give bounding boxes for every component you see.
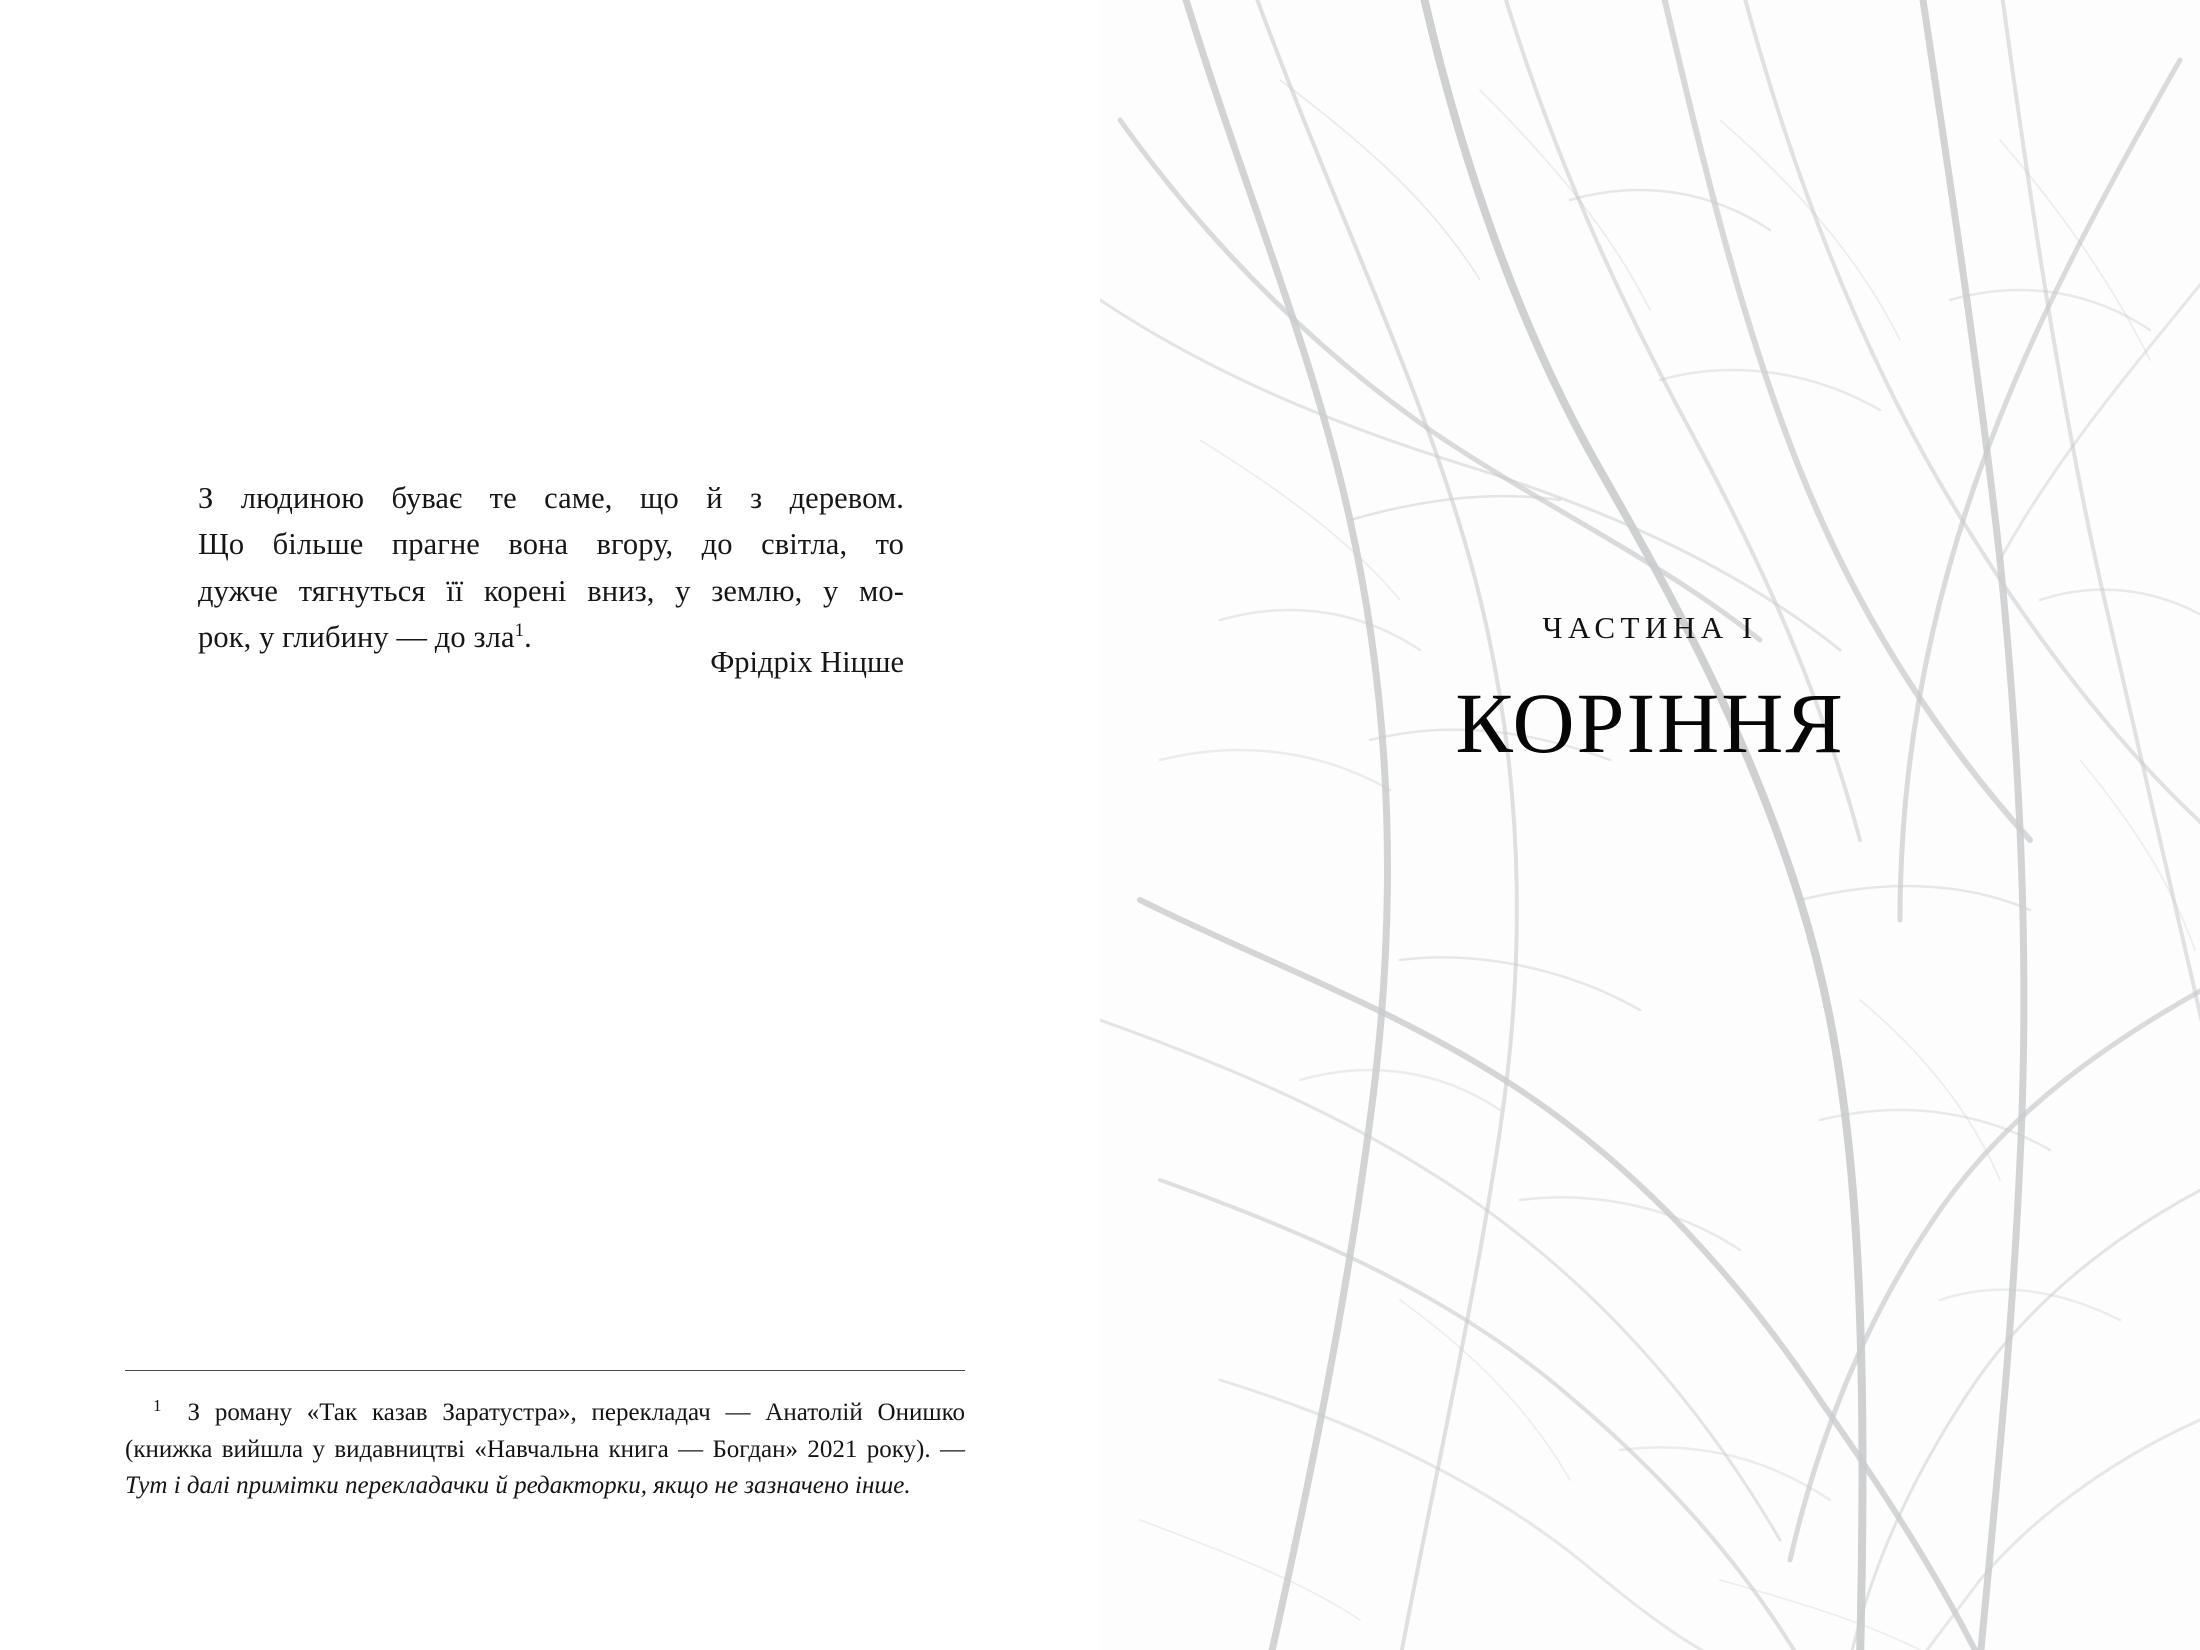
footnote-text-plain: З роману «Так казав Заратустра», перекладач — Анатолій Онишко (книжка вийшла у видавництві «Навчальна книга — Богдан» 2021 року). — (125, 1399, 965, 1463)
right-page (1100, 0, 2200, 1650)
part-label: ЧАСТИНА I (1542, 610, 1758, 645)
footnote-reference[interactable]: 1 (514, 619, 525, 641)
epigraph-line: З людиною буває те саме, що й з деревом. (198, 481, 904, 515)
footnote-text (125, 1395, 965, 1505)
footnote-divider (125, 1370, 965, 1371)
footnote-block (125, 1370, 965, 1505)
footnote-marker: 1 (153, 1395, 162, 1415)
epigraph-line: дужче тягнуться її корені вниз, у землю, у мо- (198, 573, 904, 608)
epigraph-line-tail: . (524, 620, 532, 655)
epigraph-text (198, 475, 904, 660)
tree-branches-icon (1100, 0, 2200, 1650)
footnote-text-italic: Тут і далі примітки перекладачки й редакторки, якщо не зазначено інше. (125, 1472, 911, 1499)
epigraph-line-text: рок, у глибину — до зла (198, 620, 515, 655)
epigraph-line: Що більше прагне вона вгору, до світла, то (198, 527, 904, 562)
part-title: КОРІННЯ (1455, 675, 1845, 771)
part-heading (1100, 610, 2200, 771)
epigraph-author: Фрідріх Ніцше (710, 645, 904, 679)
